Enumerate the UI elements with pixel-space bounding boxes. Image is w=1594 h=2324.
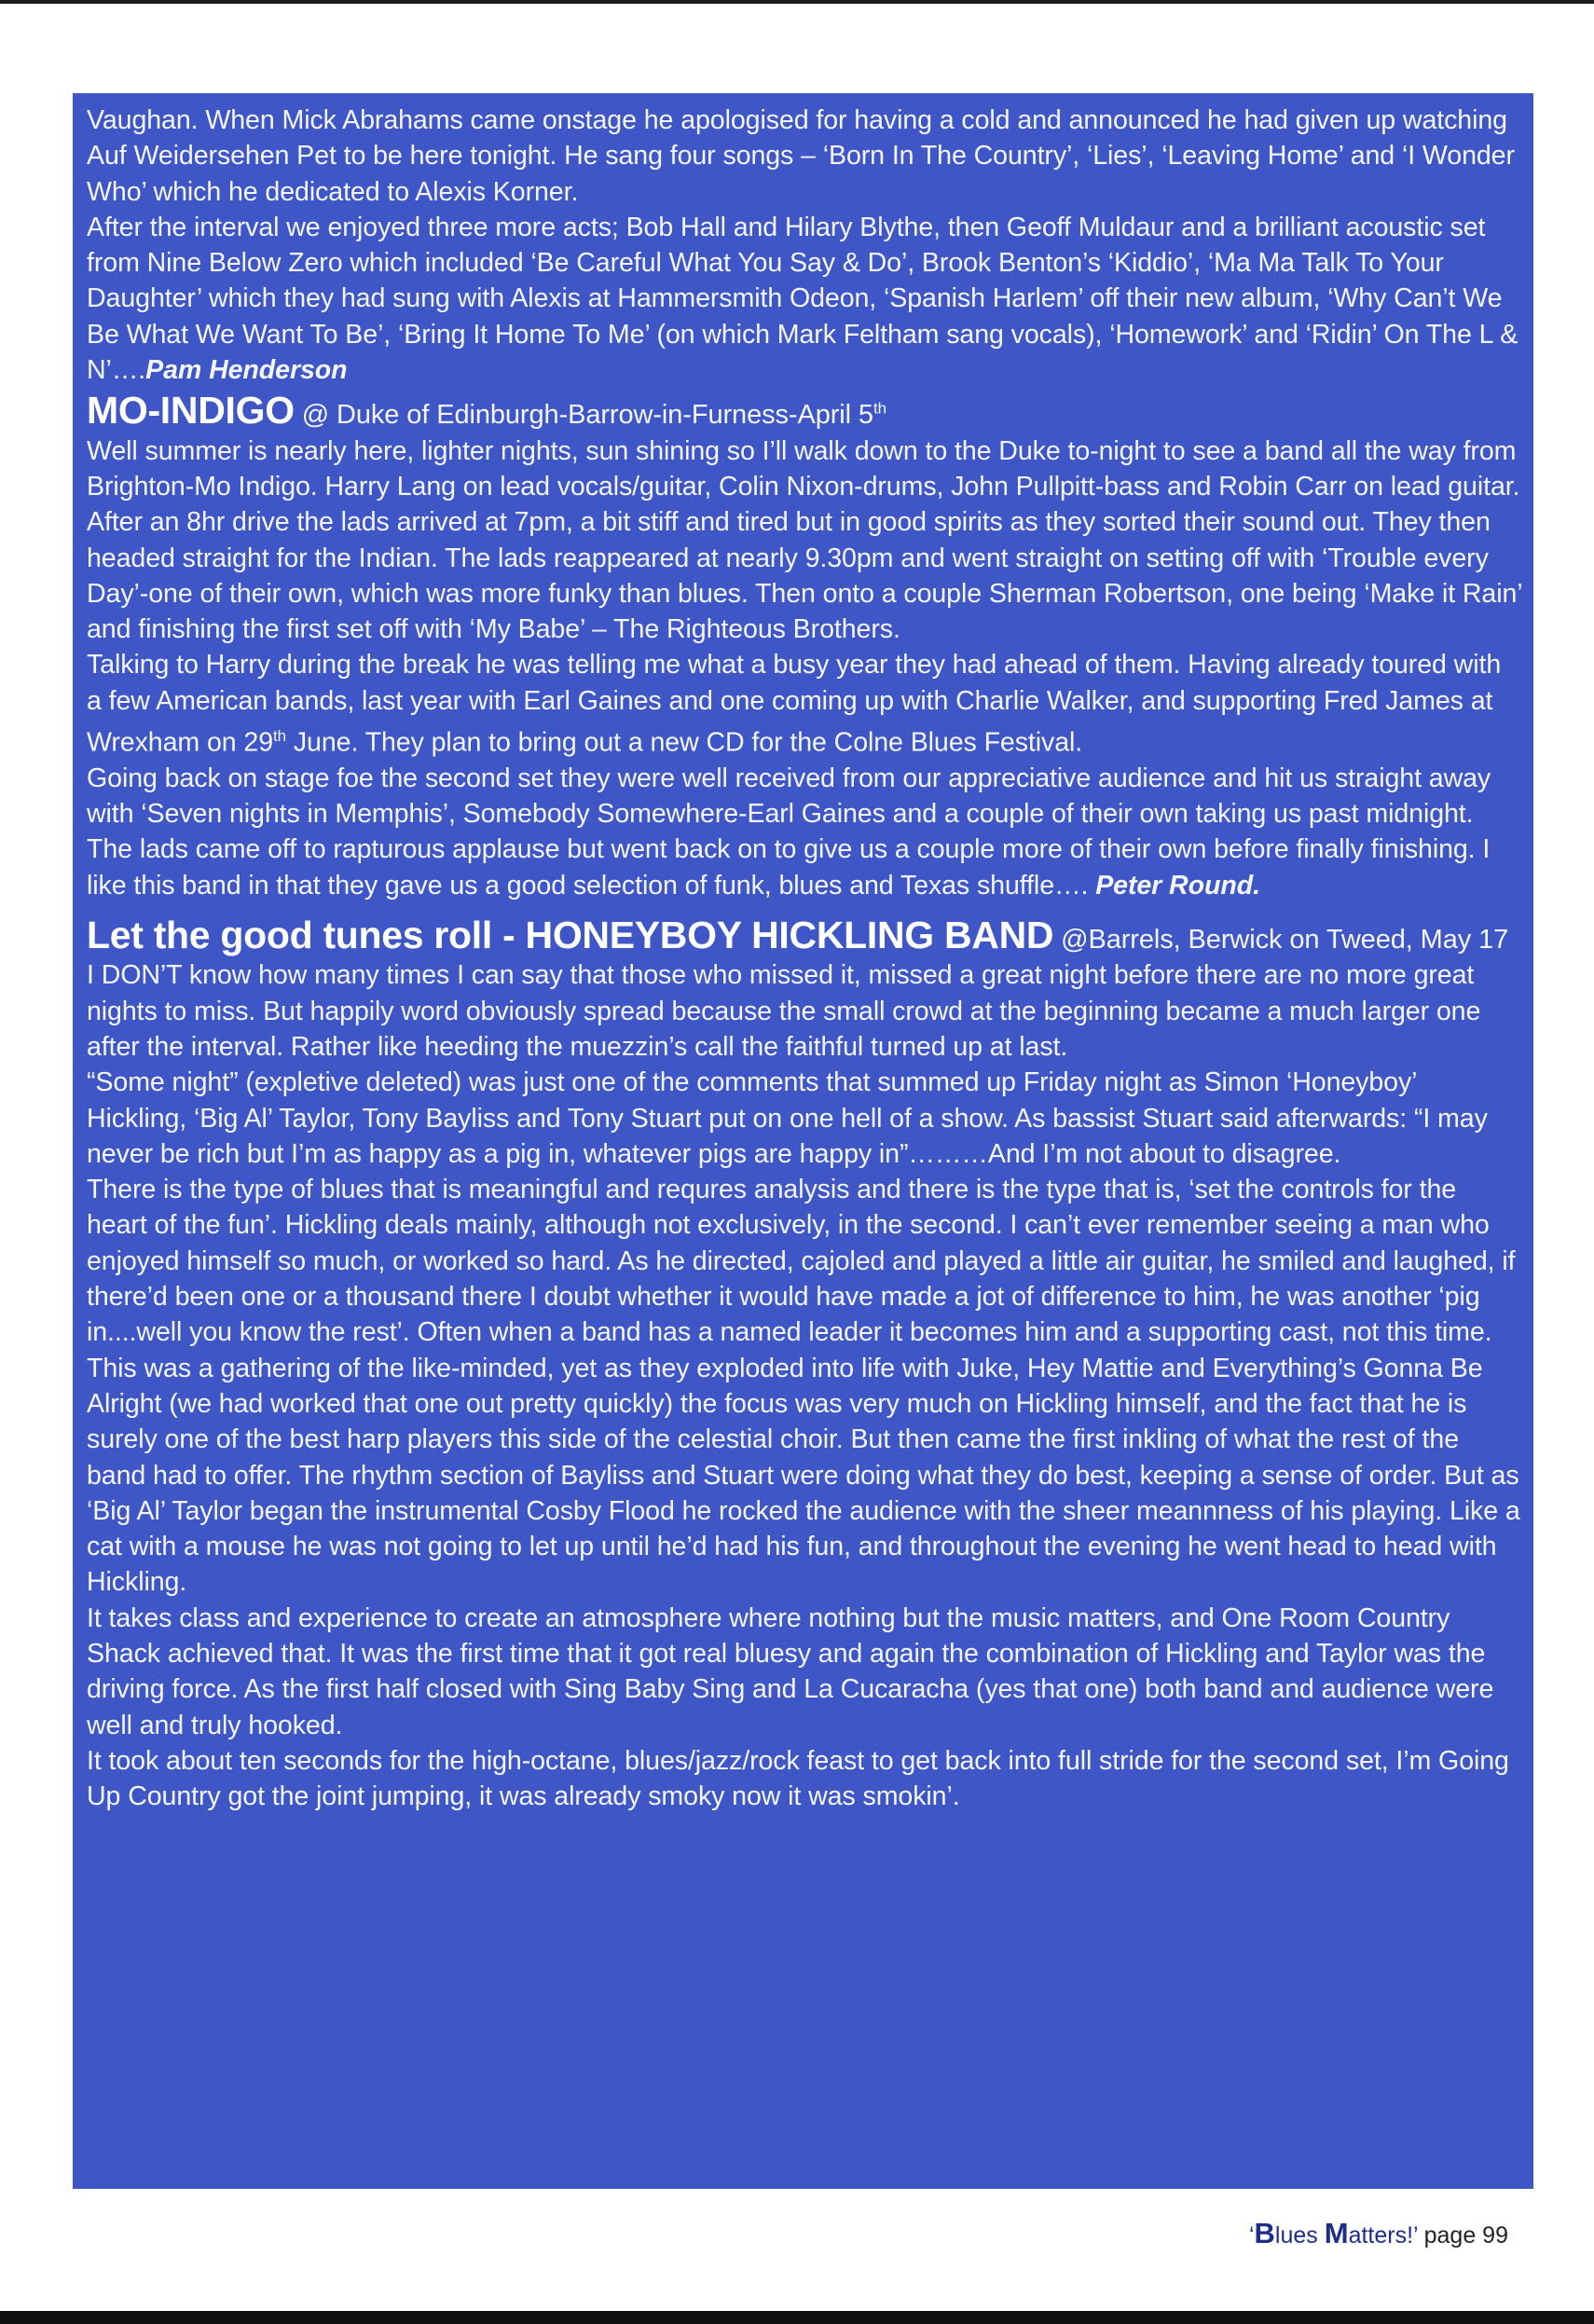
- article3-paragraph-4: It takes class and experience to create an atmosphere where nothing but the music matters, and One Room Country Shack achieved that. It was the first time that it got real bluesy and again the combination of Hickling and Taylor was the driving force. As the first half closed with Sing Baby Sing and La Cucaracha (yes that one) both band and audience were well and truly hooked.: [87, 1602, 1494, 1740]
- article1-author: Pam Henderson: [145, 355, 348, 386]
- article1-paragraph-2-text: After the interval we enjoyed three more acts; Bob Hall and Hilary Blythe, then Geoff Muldaur and a brilliant acoustic set from Nine Below Zero which included ‘Be Careful What You Say & Do’, Brook Benton’s ‘Kiddio’, ‘Ma Ma Talk To Your Daughter’ which they had sung with Alexis at Hammersmith Odeon, ‘Spanish Harlem’ off their new album, ‘Why Can’t We Be What We Want To Be’, ‘Bring It Home To Me’ (on which Mark Feltham sang vocals), ‘Homework’ and ‘Ridin’ On The L & N’….: [87, 212, 1518, 386]
- article2-author: Peter Round.: [1095, 870, 1260, 901]
- article2-paragraph-2: After an 8hr drive the lads arrived at 7pm, a bit stiff and tired but in good spirits as they sorted their sound out. They then headed straight for the Indian. The lads reappeared at nearly 9.30pm and went straight on setting off with ‘Trouble every Day’-one of their own, which was more funky than blues. Then onto a couple Sherman Robertson, one being ‘Make it Rain’ and finishing the first set off with ‘My Babe’ – The Righteous Brothers.: [87, 507, 1522, 645]
- article3-heading: [87, 913, 1522, 957]
- article2-title: MO-INDIGO: [87, 389, 295, 433]
- bottom-band: [0, 2311, 1594, 2324]
- footer-b-rest: lues: [1274, 2222, 1325, 2248]
- page-footer: [1249, 2217, 1508, 2250]
- article1-paragraph-1: Vaughan. When Mick Abrahams came onstage he apologised for having a cold and announced he had given up watching Auf Weidersehen Pet to be here tonight. He sang four songs – ‘Born In The Country’, ‘Lies’, ‘Leaving Home’ and ‘I Wonder Who’ which he dedicated to Alexis Korner.: [87, 105, 1515, 207]
- article3-venue: @Barrels, Berwick on Tweed, May 17: [1053, 925, 1509, 956]
- article1-paragraph-2: [87, 210, 1522, 388]
- footer-page-number: page 99: [1417, 2222, 1508, 2248]
- article2-paragraph-1: Well summer is nearly here, lighter nights, sun shining so I’ll walk down to the Duke to-night to see a band all the way from Brighton-Mo Indigo. Harry Lang on lead vocals/guitar, Colin Nixon-drums, John Pullpitt-bass and Robin Carr on lead guitar.: [87, 435, 1520, 502]
- article2-paragraph-3-sup: th: [273, 727, 286, 746]
- article3-title: Let the good tunes roll - HONEYBOY HICKLING BAND: [87, 914, 1054, 957]
- footer-m-rest: atters!’: [1348, 2222, 1418, 2248]
- article-panel: [73, 93, 1533, 2189]
- article2-venue: @ Duke of Edinburgh-Barrow-in-Furness-April 5: [294, 400, 873, 431]
- article2-paragraph-4: [87, 761, 1522, 903]
- footer-m-cap: M: [1324, 2217, 1349, 2249]
- article2-paragraph-3-b: June. They plan to bring out a new CD for the Colne Blues Festival.: [286, 727, 1083, 758]
- article3-paragraph-1: I DON’T know how many times I can say that those who missed it, missed a great night before there are no more great nights to miss. But happily word obviously spread because the small crowd at the beginning became a much larger one after the interval. Rather like heeding the muezzin’s call the faithful turned up at last.: [87, 960, 1481, 1062]
- article2-venue-sup: th: [873, 399, 886, 418]
- article3-paragraph-2: “Some night” (expletive deleted) was just one of the comments that summed up Friday night as Simon ‘Honeyboy’ Hickling, ‘Big Al’ Taylor, Tony Bayliss and Tony Stuart put on one hell of a show. As bassist Stuart said afterwards: “I may never be rich but I’m as happy as a pig in, whatever pigs are happy in”………And I’m not about to disagree.: [87, 1067, 1488, 1169]
- top-rule: [0, 0, 1594, 4]
- article3-paragraph-5: It took about ten seconds for the high-octane, blues/jazz/rock feast to get back into full stride for the second set, I’m Going Up Country got the joint jumping, it was already smoky now it was smokin’.: [87, 1745, 1509, 1812]
- article2-paragraph-3-a: Talking to Harry during the break he was telling me what a busy year they had ahead of them. Having already toured with a few American bands, last year with Earl Gaines and one coming up with Charlie Walker, and supporting Fred James at Wrexham on 29: [87, 650, 1502, 758]
- article2-heading: [87, 388, 1522, 433]
- article2-paragraph-3: [87, 647, 1522, 760]
- article2-paragraph-4-text: Going back on stage foe the second set they were well received from our appreciative audience and hit us straight away with ‘Seven nights in Memphis’, Somebody Somewhere-Earl Gaines and a couple of their own taking us past midnight. The lads came off to rapturous applause but went back on to give us a couple more of their own before finally finishing. I like this band in that they gave us a good selection of funk, blues and Texas shuffle….: [87, 763, 1491, 901]
- footer-b-cap: B: [1254, 2217, 1275, 2249]
- article3-paragraph-3: There is the type of blues that is meaningful and requres analysis and there is the type that is, ‘set the controls for the heart of the fun’. Hickling deals mainly, although not exclusively, in the second. I can’t ever remember seeing a man who enjoyed himself so much, or worked so hard. As he directed, cajoled and played a little air guitar, he smiled and laughed, if there’d been one or a thousand there I doubt whether it would have made a jot of difference to him, he was another ‘pig in....well you know the rest’. Often when a band has a named leader it becomes him and a supporting cast, not this time. This was a gathering of the like-minded, yet as they exploded into life with Juke, Hey Mattie and Everything’s Gonna Be Alright (we had worked that one out pretty quickly) the focus was very much on Hickling himself, and the fact that he is surely one of the best harp players this side of the celestial choir. But then came the first inkling of what the rest of the band had to offer. The rhythm section of Bayliss and Stuart were doing what they do best, keeping a sense of order. But as ‘Big Al’ Taylor began the instrumental Cosby Flood he rocked the audience with the sheer meannness of his playing. Like a cat with a mouse he was not going to let up until he’d had his fun, and throughout the evening he went head to head with Hickling.: [87, 1175, 1520, 1598]
- footer-quote: ‘: [1248, 2222, 1255, 2248]
